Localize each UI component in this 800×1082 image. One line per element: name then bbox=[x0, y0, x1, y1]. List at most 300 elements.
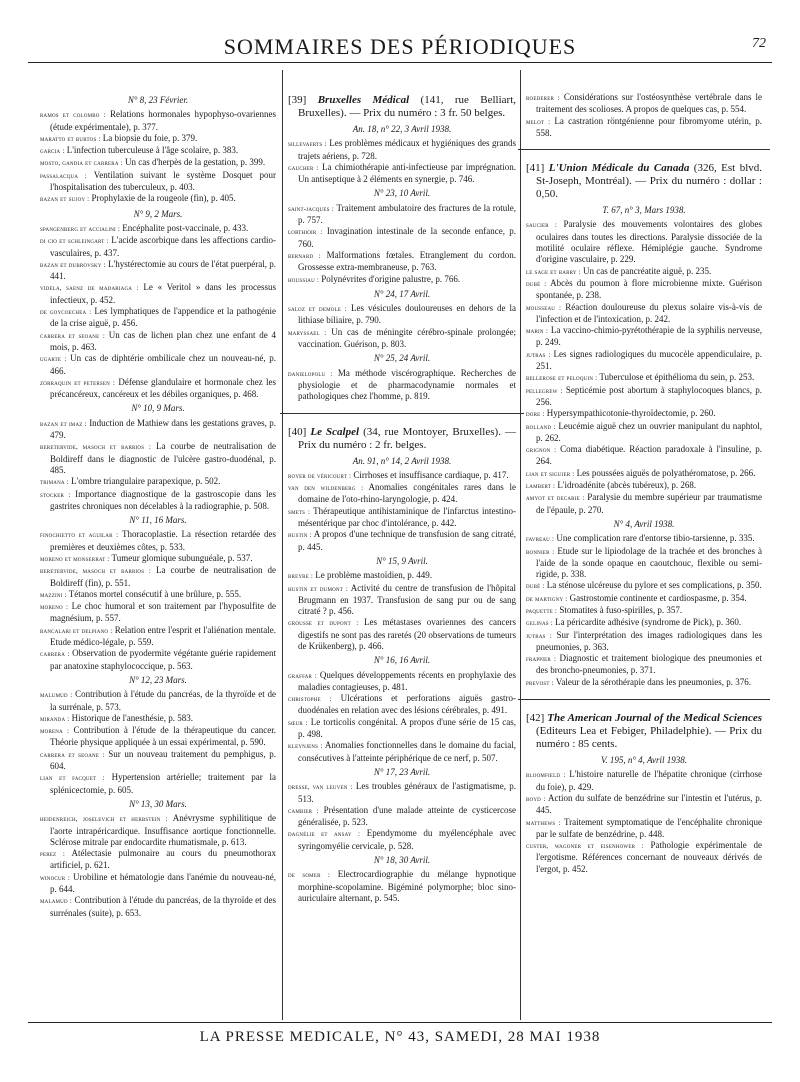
article-entry bbox=[288, 583, 516, 618]
article-authors: royer de véricourt : bbox=[288, 471, 352, 480]
article-title: L'histoire naturelle de l'hépatite chronique (cirrhose du foie), p. 429. bbox=[536, 769, 762, 792]
article-title: Un cas de méningite cérébro-spinale prolongée; vaccination. Guérison, p. 803. bbox=[298, 326, 517, 350]
article-title: Abcès du poumon à flore microbienne mixte. Guérison spontanée, p. 238. bbox=[536, 277, 763, 301]
article-authors: bloomfield : bbox=[526, 771, 566, 780]
article-authors: zorraquin et petersen : bbox=[40, 378, 116, 387]
article-entry bbox=[526, 266, 762, 278]
article-title: Malformations fœtales. Etranglement du cordon. Grossesse extra-membraneuse, p. 763. bbox=[298, 249, 516, 273]
article-authors: lian et facquet : bbox=[40, 774, 105, 783]
journal-heading bbox=[288, 94, 516, 120]
article-authors: amyot et decarie : bbox=[526, 494, 585, 503]
article-title: Le « Veritol » dans les processus infectieux, p. 452. bbox=[50, 282, 276, 305]
article-title: Relations hormonales hypophyso-ovariennes (étude expérimentale), p. 377. bbox=[50, 109, 276, 132]
issue-heading: An. 18, n° 22, 3 Avril 1938. bbox=[352, 124, 452, 134]
article-entry bbox=[40, 145, 276, 157]
issue-heading: V. 195, n° 4, Avril 1938. bbox=[600, 755, 688, 766]
article-authors: saloz et demole : bbox=[288, 305, 347, 314]
article-authors: bellerose et peloquin : bbox=[526, 374, 598, 383]
article-authors: de goycoechea : bbox=[40, 308, 92, 317]
article-title: Diagnostic et traitement biologique des pneumonies et des broncho-pneumonies, p. 371. bbox=[536, 653, 762, 676]
article-title: Thoracoplastie. La résection retardée des premières et deuxièmes côtes, p. 533. bbox=[50, 529, 277, 552]
article-entry bbox=[288, 740, 516, 764]
section-separator bbox=[518, 149, 770, 150]
article-authors: smets : bbox=[288, 507, 311, 516]
article-authors: frappier : bbox=[526, 655, 557, 664]
page-header bbox=[28, 30, 772, 63]
article-entry bbox=[40, 235, 276, 259]
article-title: Encéphalite post-vaccinale, p. 433. bbox=[120, 222, 249, 233]
article-authors: moreno et monserrat : bbox=[40, 554, 110, 563]
article-entry bbox=[40, 648, 276, 672]
section-separator bbox=[280, 413, 524, 414]
article-entry bbox=[288, 203, 516, 227]
page-number: 72 bbox=[752, 36, 766, 51]
article-entry bbox=[40, 872, 276, 896]
article-entry bbox=[526, 349, 762, 373]
article-authors: dubé : bbox=[526, 279, 547, 288]
article-entry bbox=[526, 840, 762, 875]
article-title: Un cas d'herpès de la gestation, p. 399. bbox=[122, 157, 266, 168]
article-title: La castration röntgénienne pour fibromyome utérin, p. 558. bbox=[536, 115, 762, 138]
article-title: Ma méthode viscérographique. Recherches de physiologie et de pharmacodynamie normales et pathologiques chez l'homme, p. 819. bbox=[298, 367, 516, 402]
article-authors: maratto et burtos : bbox=[40, 134, 101, 143]
issue-heading: N° 25, 24 Avril. bbox=[373, 353, 431, 364]
article-authors: di cio et schleingart : bbox=[40, 237, 109, 246]
article-entry bbox=[40, 848, 276, 872]
article-authors: roederer : bbox=[526, 94, 560, 102]
journal-name: Bruxelles Médical bbox=[317, 94, 410, 106]
article-authors: passalacqua : bbox=[40, 171, 87, 180]
article-authors: melot : bbox=[526, 117, 551, 126]
article-entry bbox=[288, 327, 516, 351]
article-title: Un cas de diphtérie ombilicale chez un nouveau-né, p. 466. bbox=[50, 353, 276, 376]
article-authors: sœur : bbox=[288, 718, 308, 727]
column-left bbox=[40, 92, 276, 919]
article-authors: bazan et dubrovsky : bbox=[40, 260, 106, 269]
article-authors: le sage et barry : bbox=[526, 267, 581, 276]
article-authors: mosto, gandia et carrera : bbox=[40, 159, 123, 168]
article-entry bbox=[526, 533, 762, 545]
article-authors: saint-jacques : bbox=[288, 204, 335, 213]
article-title: Stomatites à fuso-spirilles, p. 357. bbox=[557, 604, 683, 615]
article-entry bbox=[40, 377, 276, 401]
article-authors: dore : bbox=[526, 410, 545, 419]
article-title: L'infection tuberculeuse à l'âge scolaire, p. 383. bbox=[64, 145, 239, 156]
article-title: Anomalies fonctionnelles dans le domaine du facial, consécutives à l'atteinte périphérique de ce nerf, p. 507. bbox=[298, 740, 517, 763]
journal-heading bbox=[526, 712, 762, 751]
article-authors: lian et siguier : bbox=[526, 469, 575, 478]
article-entry bbox=[40, 689, 276, 713]
article-title: Les poussées aiguës de polyathéromatose, p. 266. bbox=[574, 467, 756, 478]
article-entry bbox=[288, 470, 516, 482]
article-authors: carrera : bbox=[40, 650, 70, 659]
article-authors: carrera et seoane : bbox=[40, 750, 105, 759]
article-title: Ventilation suivant le système Dosquet pour l'hospitalisation des tuberculeux, p. 403. bbox=[50, 169, 276, 193]
issue-heading: N° 17, 23 Avril. bbox=[373, 766, 431, 777]
article-title: Le choc humoral et son traitement par l'hyposulfite de magnésium, p. 557. bbox=[50, 601, 276, 624]
issue-heading: N° 10, 9 Mars. bbox=[131, 403, 185, 414]
article-authors: bernard : bbox=[288, 251, 321, 260]
article-title: Leucémie aiguë chez un ouvrier manipulant du naphtol, p. 262. bbox=[536, 420, 762, 443]
journal-number: [39] bbox=[288, 94, 318, 106]
article-title: Hypertension artérielle; traitement par la splénicectomie, p. 605. bbox=[50, 772, 276, 795]
article-entry bbox=[40, 476, 276, 488]
article-authors: hustin : bbox=[288, 531, 312, 540]
article-entry bbox=[288, 781, 516, 805]
article-authors: hustin et dumont : bbox=[288, 584, 349, 593]
article-title: La courbe de neutralisation de Boldireff dans le diagnostic de l'ulcère gastro-duodénal, p. 485. bbox=[50, 441, 276, 475]
article-title: Induction de Mathiew dans les gestations graves, p. 479. bbox=[50, 417, 276, 441]
issue-heading: N° 11, 16 Mars. bbox=[129, 515, 187, 526]
article-entry bbox=[288, 226, 516, 250]
article-authors: bazan et sujoy : bbox=[40, 195, 90, 204]
article-title: Tétanos mortel consécutif à une brûlure, p. 555. bbox=[66, 588, 242, 599]
article-title: Importance diagnostique de la gastroscopie dans les gastrites chroniques non décelables à la radiographie, p. 508. bbox=[50, 488, 276, 511]
article-entry bbox=[526, 468, 762, 480]
article-authors: carrera et seoane : bbox=[40, 331, 105, 340]
article-title: Sur l'interprétation des images radiologiques dans les pneumonies, p. 363. bbox=[536, 629, 762, 652]
article-authors: finochietto et aguilar : bbox=[40, 531, 119, 540]
column-right bbox=[526, 92, 762, 875]
article-title: La chimiothérapie anti-infectieuse par imprégnation. Un antiseptique à 2 éléments en synergie, p. 746. bbox=[298, 161, 516, 185]
article-entry bbox=[40, 725, 276, 749]
article-entry bbox=[526, 408, 762, 420]
issue-heading: N° 16, 16 Avril. bbox=[373, 655, 431, 666]
article-entry bbox=[526, 219, 762, 265]
journal-number: [41] bbox=[526, 162, 549, 175]
article-entry bbox=[526, 385, 762, 409]
article-entry bbox=[40, 330, 276, 354]
article-authors: bancalari et delpiano : bbox=[40, 626, 113, 635]
article-entry bbox=[526, 278, 762, 302]
article-title: Anomalies congénitales rares dans le domaine de l'oto-rhino-laryngologie, p. 424. bbox=[298, 482, 516, 505]
article-title: Les métastases ovariennes des cancers digestifs ne sont pas des raretés (20 observations de tumeurs de Krükenberg), p. 466. bbox=[298, 617, 516, 651]
article-authors: favreau : bbox=[526, 535, 555, 544]
column-divider bbox=[282, 70, 283, 1020]
article-authors: beretervide, masoch et barrios : bbox=[40, 443, 152, 452]
journal-name: L'Union Médicale du Canada bbox=[548, 162, 690, 175]
article-entry bbox=[526, 580, 762, 592]
article-entry bbox=[526, 769, 762, 793]
article-title: Contribution à l'étude du pancréas, de la thyroïde et de la surrénale, p. 573. bbox=[50, 689, 276, 712]
article-authors: danielopolu : bbox=[288, 369, 333, 378]
article-entry bbox=[526, 116, 762, 140]
article-entry bbox=[526, 480, 762, 492]
article-entry bbox=[40, 749, 276, 773]
article-title: Une complication rare d'entorse tibio-tarsienne, p. 335. bbox=[554, 533, 755, 544]
issue-heading: N° 24, 17 Avril. bbox=[373, 288, 431, 299]
article-entry bbox=[526, 653, 762, 677]
column-divider bbox=[520, 70, 521, 1020]
article-authors: houssiau : bbox=[288, 275, 319, 284]
article-entry bbox=[526, 817, 762, 841]
article-authors: christophe : bbox=[288, 695, 332, 704]
article-authors: gelinas : bbox=[526, 619, 553, 628]
article-title: Présentation d'une malade atteinte de cysticercose généralisée, p. 523. bbox=[298, 804, 516, 828]
article-entry bbox=[526, 444, 762, 468]
article-title: Cirrhoses et insuffisance cardiaque, p. 417. bbox=[351, 469, 509, 480]
article-entry bbox=[288, 805, 516, 829]
article-authors: breyre : bbox=[288, 572, 314, 581]
article-entry bbox=[526, 617, 762, 629]
article-authors: de martigny : bbox=[526, 594, 568, 603]
article-authors: custer, wagoner et eisenhower : bbox=[526, 842, 644, 851]
article-title: Relation entre l'esprit et l'aliénation mentale. Etude médico-légale, p. 559. bbox=[50, 624, 276, 648]
article-title: La vaccino-chimio-pyrétothérapie de la syphilis nerveuse, p. 249. bbox=[536, 325, 762, 348]
article-title: Quelques développements récents en prophylaxie des maladies contagieuses, p. 481. bbox=[298, 669, 516, 692]
article-entry bbox=[288, 529, 516, 553]
article-authors: dubé : bbox=[526, 582, 545, 591]
article-title: Gastrostomie continente et cardiospasme, p. 354. bbox=[567, 592, 747, 603]
article-entry bbox=[40, 441, 276, 476]
article-authors: stocker : bbox=[40, 490, 71, 499]
issue-heading: N° 18, 30 Avril. bbox=[373, 855, 431, 866]
article-entry bbox=[40, 193, 276, 205]
article-entry bbox=[40, 353, 276, 377]
issue-heading: N° 12, 23 Mars. bbox=[129, 674, 187, 685]
article-title: Observation de pyodermite végétante guérie rapidement par anatoxine staphylococcique, p. 563. bbox=[50, 648, 276, 671]
article-entry bbox=[40, 772, 276, 796]
article-title: L'ombre triangulaire parapexique, p. 502. bbox=[68, 476, 221, 487]
article-title: Sur un nouveau traitement du pemphigus, p. 604. bbox=[50, 748, 276, 772]
article-authors: videla, saenz de madariaga : bbox=[40, 284, 139, 293]
article-title: Considérations sur l'ostéosynthèse vertébrale dans le traitement des scolioses. A propos de quelques cas, p. 554. bbox=[536, 92, 763, 115]
journal-heading bbox=[526, 162, 762, 201]
article-authors: miranda : bbox=[40, 714, 70, 723]
article-title: Un cas de pancréatite aiguë, p. 235. bbox=[580, 265, 712, 276]
article-title: Action du sulfate de benzédrine sur l'intestin et l'utérus, p. 445. bbox=[536, 792, 762, 816]
article-authors: matthews : bbox=[526, 818, 561, 827]
article-title: Prophylaxie de la rougeole (fin), p. 405. bbox=[89, 193, 236, 204]
issue-heading: T. 67, n° 3, Mars 1938. bbox=[602, 205, 686, 216]
article-authors: saucier : bbox=[526, 221, 558, 230]
article-authors: ugarte : bbox=[40, 355, 67, 364]
article-entry bbox=[40, 589, 276, 601]
column-middle bbox=[288, 92, 516, 904]
issue-heading: N° 9, 2 Mars. bbox=[133, 208, 183, 219]
issue-heading: N° 8, 23 Février. bbox=[127, 95, 189, 105]
article-entry bbox=[288, 670, 516, 694]
article-title: Les troubles généraux de l'astigmatisme, p. 513. bbox=[298, 781, 516, 804]
issue-heading: N° 23, 10 Avril. bbox=[373, 188, 431, 199]
article-title: A propos d'une technique de transfusion de sang citraté, p. 445. bbox=[298, 529, 516, 552]
article-authors: cambier : bbox=[288, 806, 319, 815]
article-authors: rolland : bbox=[526, 422, 556, 431]
article-title: La péricardite adhésive (syndrome de Pick), p. 360. bbox=[552, 617, 742, 628]
article-title: Les lymphatiques de l'appendice et la pathogénie de la crise aiguë, p. 456. bbox=[50, 306, 276, 329]
article-entry bbox=[40, 282, 276, 306]
article-title: Traitement symptomatique de l'encéphalite chronique par le sulfate de benzédrine, p. 448. bbox=[536, 816, 762, 839]
article-title: Valeur de la sérothérapie dans les pneumonies, p. 376. bbox=[553, 676, 752, 687]
article-entry bbox=[288, 138, 516, 162]
journal-heading bbox=[288, 426, 516, 452]
article-entry bbox=[40, 170, 276, 194]
article-authors: bazan et imaz : bbox=[40, 419, 87, 428]
article-authors: graffar : bbox=[288, 671, 317, 680]
article-entry bbox=[526, 325, 762, 349]
article-authors: jutras : bbox=[526, 350, 551, 359]
article-authors: prevost : bbox=[526, 678, 554, 687]
article-entry bbox=[288, 828, 516, 852]
article-entry bbox=[526, 421, 762, 445]
article-authors: garcia : bbox=[40, 147, 65, 156]
article-entry bbox=[526, 593, 762, 605]
journal-number: [42] bbox=[526, 712, 548, 725]
article-title: Contribution à l'étude du pancréas, de la thyroïde et des surrénales (suite), p. 653. bbox=[50, 895, 277, 918]
article-title: La courbe de neutralisation de Boldireff (fin), p. 551. bbox=[50, 565, 276, 588]
article-title: Pathologie expérimentale de l'ergotisme. Références concernant de nouveaux dérivés de l'ergot, p. 452. bbox=[536, 840, 762, 874]
article-entry bbox=[288, 570, 516, 582]
article-authors: dagnélie et ansay : bbox=[288, 830, 361, 839]
journal-info: (Editeurs Lea et Febiger, Philadelphie). — Prix du numéro : 85 cents. bbox=[536, 725, 762, 751]
article-title: Tumeur glomique subunguéale, p. 537. bbox=[109, 552, 253, 563]
article-authors: winocur : bbox=[40, 873, 71, 882]
article-title: Atélectasie pulmonaire au cours du pneumothorax artificiel, p. 621. bbox=[50, 848, 276, 871]
article-authors: marin : bbox=[526, 327, 549, 336]
article-authors: pellegrew : bbox=[526, 386, 563, 395]
article-entry bbox=[526, 372, 762, 384]
article-title: Traitement ambulatoire des fractures de la rotule, p. 757. bbox=[298, 202, 516, 226]
article-title: Ependymome du myélencéphale avec syringomyélie cervicale, p. 528. bbox=[298, 828, 516, 851]
article-title: Les problèmes médicaux et hygiéniques des grands trajets aériens, p. 728. bbox=[298, 138, 516, 161]
article-authors: de somer : bbox=[288, 871, 331, 880]
article-entry bbox=[288, 617, 516, 652]
issue-heading: N° 15, 9 Avril. bbox=[376, 555, 428, 566]
issue-heading: N° 13, 30 Mars. bbox=[129, 798, 187, 809]
article-title: Activité du centre de transfusion de l'hôpital Brugmann en 1937. Transfusion de sang pur ou de sang citraté ? p. 456. bbox=[298, 582, 516, 617]
article-entry bbox=[288, 482, 516, 506]
article-title: Les signes radiologiques du mucocèle appendiculaire, p. 251. bbox=[536, 348, 762, 372]
article-title: Ulcérations et perforations aiguës gastro-duodénales en relation avec des lésions cérébrales, p. 491. bbox=[298, 693, 517, 716]
article-entry bbox=[288, 506, 516, 530]
article-entry bbox=[526, 92, 762, 116]
article-authors: boyd : bbox=[526, 794, 546, 803]
article-title: Contribution à l'étude de la thérapeutique du cancer. Théorie physique appliquée à un essai expérimental, p. 590. bbox=[50, 725, 276, 748]
article-entry bbox=[526, 546, 762, 581]
page-title: SOMMAIRES DES PÉRIODIQUES bbox=[223, 34, 577, 59]
article-title: La sténose ulcéreuse du pylore et ses complications, p. 350. bbox=[544, 580, 762, 591]
article-authors: grousse et dupont : bbox=[288, 619, 359, 628]
journal-info: (34, rue Montoyer, Bruxelles). — Prix du numéro : 2 fr. belges. bbox=[298, 425, 516, 451]
article-authors: sillevaerts : bbox=[288, 140, 327, 149]
journal-info: (141, rue Belliart, Bruxelles). — Prix du numéro : 3 fr. 50 belges. bbox=[298, 94, 516, 119]
article-authors: spangenberg et accialini : bbox=[40, 224, 120, 233]
article-authors: paquette : bbox=[526, 606, 558, 615]
article-entry bbox=[40, 157, 276, 169]
article-authors: dresse, van leuven : bbox=[288, 783, 353, 792]
article-title: Un cas de lichen plan chez une enfant de 4 mois, p. 463. bbox=[50, 329, 276, 352]
article-authors: bonnier : bbox=[526, 547, 555, 556]
article-title: Etude sur le lipiodolage de la trachée et des bronches à l'aide de la sonde opaque en caoutchouc, flexible ou semi-rigide, p. 338. bbox=[536, 545, 762, 580]
article-authors: gaucher : bbox=[288, 163, 319, 172]
article-entry bbox=[288, 717, 516, 741]
journal-number: [40] bbox=[288, 425, 311, 438]
article-entry bbox=[40, 259, 276, 283]
article-title: Electrocardiographie du mélange hypnotique morphine-scopolamine. Bigéminé polymorphe; bloc sino-auriculaire alternant, p. 545. bbox=[298, 869, 516, 903]
article-entry bbox=[288, 368, 516, 403]
article-title: Thérapeutique antihistaminique de l'infarctus intestino-mésentérique par choc d'intolérance, p. 442. bbox=[298, 505, 516, 529]
article-entry bbox=[288, 303, 516, 327]
article-entry bbox=[40, 133, 276, 145]
article-entry bbox=[288, 869, 516, 904]
article-title: Réaction douloureuse du plexus solaire vis-à-vis de l'infection et de l'intoxication, p. 242. bbox=[536, 301, 762, 324]
article-title: Invagination intestinale de la seconde enfance, p. 760. bbox=[298, 226, 516, 249]
article-authors: heidenreich, joselevich et herbstein : bbox=[40, 815, 168, 824]
article-authors: trimana : bbox=[40, 478, 69, 487]
article-entry bbox=[526, 302, 762, 326]
article-authors: kleynjens : bbox=[288, 742, 323, 751]
issue-heading: N° 4, Avril 1938. bbox=[613, 518, 675, 529]
article-title: Septicémie post abortum à staphylocoques blancs, p. 256. bbox=[536, 384, 762, 407]
article-title: Anévrysme syphilitique de l'aorte intrapéricardique. Insuffisance aortique fonctionnelle. Sclérose mitrale par endocardite rhumatismale, p. 613. bbox=[50, 813, 276, 847]
issue-heading: An. 91, n° 14, 2 Avril 1938. bbox=[352, 455, 452, 466]
article-authors: jutras : bbox=[526, 631, 552, 640]
article-entry bbox=[288, 250, 516, 274]
article-authors: mousseau : bbox=[526, 303, 562, 312]
article-title: Paralysie des mouvements volontaires des globes oculaires dans toutes les directions. Paralysie dissociée de la motilité oculaire réflexe. Hémiplégie gauche. Syndrome d'origine vasculaire, p. 229. bbox=[536, 219, 763, 265]
article-entry bbox=[40, 489, 276, 513]
article-authors: lambert : bbox=[526, 482, 556, 491]
article-title: Le torticolis congénital. A propos d'une série de 15 cas, p. 498. bbox=[298, 716, 516, 740]
article-title: L'hystérectomie au cours de l'état puerpéral, p. 441. bbox=[50, 258, 276, 282]
article-entry bbox=[526, 492, 762, 516]
article-authors: morena : bbox=[40, 727, 70, 736]
article-title: Polynévrites d'origine palustre, p. 766. bbox=[318, 273, 461, 284]
article-entry bbox=[40, 895, 276, 919]
article-title: Urobiline et hématologie dans l'anémie du nouveau-né, p. 644. bbox=[50, 871, 276, 894]
article-authors: ramos et colombo : bbox=[40, 111, 106, 120]
article-entry bbox=[40, 601, 276, 625]
article-title: L'acide ascorbique dans les affections cardio-vasculaires, p. 437. bbox=[50, 235, 276, 258]
article-title: Coma diabétique. Réaction paradoxale à l'insuline, p. 264. bbox=[536, 444, 762, 467]
article-title: La biopsie du foie, p. 379. bbox=[100, 132, 198, 143]
article-entry bbox=[40, 418, 276, 442]
journal-name: Le Scalpel bbox=[310, 425, 360, 438]
page-footer: LA PRESSE MEDICALE, N° 43, SAMEDI, 28 MAI 1938 bbox=[28, 1022, 772, 1046]
section-separator bbox=[518, 699, 770, 700]
article-title: Les vésicules douloureuses en dehors de la lithiase biliaire, p. 790. bbox=[298, 303, 516, 326]
article-authors: van den wildenberg : bbox=[288, 484, 364, 493]
article-entry bbox=[40, 529, 276, 553]
article-title: Tuberculose et épithélioma du sein, p. 253. bbox=[597, 372, 755, 383]
article-entry bbox=[40, 813, 276, 848]
article-title: Paralysie du membre supérieur par traumatisme de l'épaule, p. 270. bbox=[536, 492, 762, 515]
article-entry bbox=[526, 605, 762, 617]
article-title: Défense glandulaire et hormonale chez les précancéreux, cancéreux et les débiles organiques, p. 468. bbox=[50, 376, 276, 400]
article-entry bbox=[40, 553, 276, 565]
article-entry bbox=[526, 630, 762, 654]
article-authors: maryssael : bbox=[288, 328, 327, 337]
journal-name: The American Journal of the Medical Sciences bbox=[547, 712, 763, 725]
article-title: Le problème mastoïdien, p. 449. bbox=[313, 570, 433, 581]
article-title: Hypersympathicotonie-thyroïdectomie, p. 260. bbox=[544, 408, 716, 419]
article-authors: mazzini : bbox=[40, 590, 67, 599]
article-entry bbox=[526, 677, 762, 689]
journal-info: (326, Est blvd. St-Joseph, Montréal). — Prix du numéro : dollar : 0,50. bbox=[536, 162, 763, 201]
article-entry bbox=[288, 162, 516, 186]
article-entry bbox=[526, 793, 762, 817]
article-authors: grignon : bbox=[526, 446, 557, 455]
article-authors: malumud : bbox=[40, 691, 73, 700]
article-entry bbox=[40, 306, 276, 330]
article-entry bbox=[40, 625, 276, 649]
article-entry bbox=[40, 109, 276, 133]
article-authors: beretervide, masoch et barrios : bbox=[40, 567, 152, 576]
article-entry bbox=[288, 693, 516, 717]
article-authors: malamud : bbox=[40, 897, 73, 906]
article-entry bbox=[288, 274, 516, 286]
article-entry bbox=[40, 713, 276, 725]
